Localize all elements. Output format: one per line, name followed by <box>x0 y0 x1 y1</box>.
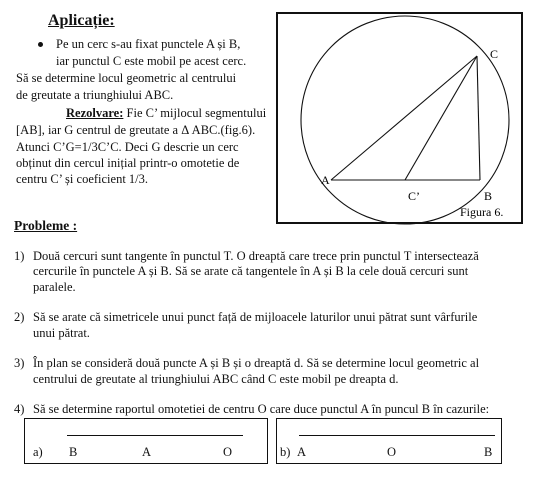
label-a: A <box>321 173 330 187</box>
case-a-label: a) <box>33 445 43 459</box>
label-c-prime: C’ <box>408 189 420 203</box>
problem-3-line-1: În plan se consideră două puncte A și B și o dreaptă d. Să se determine locul geometric al <box>33 356 480 370</box>
figure-caption: Figura 6. <box>460 205 504 219</box>
problem-3-number: 3) <box>14 356 25 370</box>
problem-1-line-3: paralele. <box>33 280 76 294</box>
problem-3-line-2: centrului de greutate al triunghiului ABC când C este mobil pe dreapta d. <box>33 372 399 386</box>
solution-line-5: centru C’ și coeficient 1/3. <box>16 172 149 186</box>
case-b-point-3: B <box>484 445 493 459</box>
section-title: Aplicație: <box>48 12 115 29</box>
circle <box>301 16 509 224</box>
case-b-label: b) <box>280 445 291 459</box>
problem-2-number: 2) <box>14 310 25 324</box>
task-line-2: de greutate a triunghiului ABC. <box>16 88 174 102</box>
problem-2-line-1: Să se arate că simetricele unui punct față de mijloacele laturilor unui pătrat sunt vârfurile <box>33 310 478 324</box>
case-a-point-1: B <box>69 445 78 459</box>
case-b-point-2: O <box>387 445 397 459</box>
solution-line-1-rest: Fie C’ mijlocul segmentului <box>126 106 267 120</box>
problem-1-line-1: Două cercuri sunt tangente în punctul T. O dreaptă care trece prin punctul T intersectează <box>33 249 479 263</box>
problems-title: Probleme : <box>14 218 78 233</box>
median-cc-prime <box>405 56 477 180</box>
case-a-point-2: A <box>142 445 152 459</box>
segment-bc <box>477 56 480 180</box>
solution-line-1 <box>66 106 266 122</box>
solution-line-3: Atunci C’G=1/3C’C. Deci G descrie un cerc <box>16 140 239 154</box>
task-line-1: Să se determine locul geometric al centrului <box>16 71 237 85</box>
bullet-dot-icon <box>38 42 43 47</box>
case-b-box <box>276 418 502 464</box>
case-b-point-1: A <box>297 445 307 459</box>
solution-line-2: [AB], iar G centrul de greutate a Δ ABC.(fig.6). <box>16 123 256 137</box>
case-a-point-3: O <box>223 445 233 459</box>
case-b-line <box>299 435 495 436</box>
solution-label: Rezolvare: <box>66 106 124 120</box>
problem-4-number: 4) <box>14 402 25 416</box>
geometry-figure <box>278 14 525 226</box>
bullet-line-2: iar punctul C este mobil pe acest cerc. <box>56 54 247 68</box>
label-b: B <box>484 189 493 203</box>
problem-4-line-1: Să se determine raportul omotetiei de centru O care duce punctul A în puncul B în cazurile: <box>33 402 490 416</box>
segment-ac <box>331 56 477 180</box>
problem-1-line-2: cercurile în punctele A și B. Să se arate că tangentele în A și B la cele două cercuri sunt <box>33 264 469 278</box>
bullet-line-1: Pe un cerc s-au fixat punctele A și B, <box>56 37 241 51</box>
figure-6-frame <box>276 12 523 224</box>
case-a-line <box>67 435 243 436</box>
case-a-box <box>24 418 268 464</box>
problem-1-number: 1) <box>14 249 25 263</box>
problem-2-line-2: unui pătrat. <box>33 326 90 340</box>
label-c: C <box>490 47 499 61</box>
solution-line-4: obținut din cercul inițial printr-o omotetie de <box>16 156 240 170</box>
